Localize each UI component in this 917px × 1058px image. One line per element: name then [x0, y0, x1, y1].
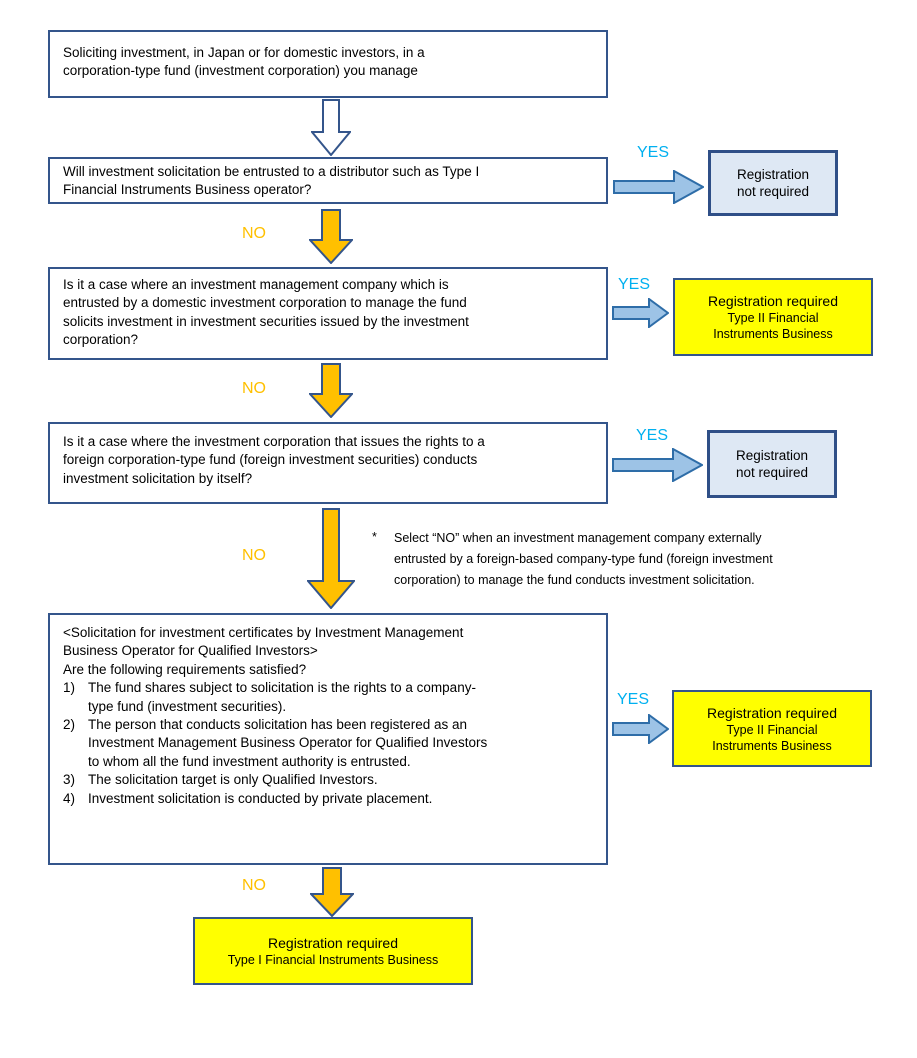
start-box-text: Soliciting investment, in Japan or for domestic investors, in a — [63, 45, 425, 60]
question-text: Will investment solicitation be entrusted to a distributor such as Type I — [63, 164, 480, 179]
question-box-distributor — [48, 157, 608, 204]
footnote — [394, 528, 864, 591]
question-text: Is it a case where an investment management company which is — [63, 277, 449, 292]
result-text: Registration — [736, 166, 810, 182]
down-arrow-long-icon — [307, 508, 355, 609]
yes-arrow-icon — [612, 448, 703, 482]
result-not-required — [708, 150, 838, 216]
yes-label: YES — [637, 144, 670, 161]
result-subtitle: Type II Financial — [726, 722, 818, 737]
no-label: NO — [242, 877, 266, 894]
yes-arrow-icon — [613, 170, 704, 204]
question-box-foreign-corporation — [48, 422, 608, 504]
question-text: corporation? — [63, 332, 139, 348]
requirement-number: 1) — [63, 680, 76, 696]
result-type2-registration — [672, 690, 872, 767]
yes-arrow-icon — [612, 714, 669, 744]
requirement-item — [63, 679, 593, 716]
question-text: investment solicitation by itself? — [63, 470, 253, 486]
footnote-marker: * — [372, 530, 377, 544]
result-subtitle: Type I Financial Instruments Business — [227, 953, 439, 967]
result-subtitle: Instruments Business — [712, 738, 832, 753]
result-text: not required — [735, 465, 809, 480]
yes-label: YES — [636, 427, 669, 444]
no-label: NO — [242, 380, 266, 397]
question-heading: Business Operator for Qualified Investors> — [63, 643, 318, 659]
footnote-line: corporation) to manage the fund conducts investment solicitation. — [394, 573, 755, 587]
question-text: Financial Instruments Business operator? — [63, 182, 312, 198]
yes-arrow-icon — [612, 298, 669, 328]
yes-label: YES — [618, 276, 651, 293]
down-arrow-icon — [309, 209, 353, 264]
requirement-text: The person that conducts solicitation has been registered as an Investment Management Business Operator for Qualified Investors to whom all the fund investment authority is entrusted. — [88, 717, 488, 769]
result-title: Registration required — [707, 704, 837, 721]
question-text: entrusted by a domestic investment corporation to manage the fund — [63, 295, 467, 311]
result-title: Registration required — [708, 293, 838, 309]
requirement-item — [63, 716, 593, 771]
question-text: solicits investment in investment securities issued by the investment — [63, 313, 469, 329]
result-not-required — [707, 430, 837, 498]
question-heading: Are the following requirements satisfied? — [63, 661, 307, 677]
requirement-text: The solicitation target is only Qualified Investors. — [88, 772, 378, 788]
result-subtitle: Instruments Business — [713, 327, 833, 341]
no-label: NO — [242, 225, 266, 242]
result-type1-registration — [193, 917, 473, 985]
down-arrow-icon — [309, 363, 353, 418]
requirement-number: 4) — [63, 790, 76, 806]
question-text: foreign corporation-type fund (foreign investment securities) conducts — [63, 452, 478, 468]
requirement-number: 3) — [63, 772, 76, 788]
requirement-number: 2) — [63, 717, 76, 733]
footnote-line: entrusted by a foreign-based company-type fund (foreign investment — [394, 552, 773, 566]
requirement-text: Investment solicitation is conducted by private placement. — [88, 790, 433, 806]
result-type2-registration — [673, 278, 873, 356]
footnote-line: Select “NO” when an investment management company externally — [394, 531, 762, 545]
result-subtitle: Type II Financial — [727, 311, 819, 325]
question-heading: <Solicitation for investment certificates by Investment Management — [63, 625, 464, 640]
result-title: Registration required — [268, 935, 398, 951]
start-box — [48, 30, 608, 98]
question-text: Is it a case where the investment corporation that issues the rights to a — [63, 434, 485, 449]
down-arrow-hollow-icon — [311, 99, 351, 156]
question-box-entrusted-management — [48, 267, 608, 360]
result-text: not required — [736, 184, 810, 199]
down-arrow-icon — [310, 867, 354, 917]
question-box-qualified-investors — [48, 613, 608, 865]
result-text: Registration — [735, 447, 809, 463]
yes-label: YES — [617, 691, 650, 708]
requirement-item — [63, 790, 593, 808]
requirement-item — [63, 771, 593, 789]
start-box-text: corporation-type fund (investment corporation) you manage — [63, 63, 418, 79]
no-label: NO — [242, 547, 266, 564]
requirement-text: The fund shares subject to solicitation is the rights to a company- type fund (investment securities). — [88, 680, 476, 714]
